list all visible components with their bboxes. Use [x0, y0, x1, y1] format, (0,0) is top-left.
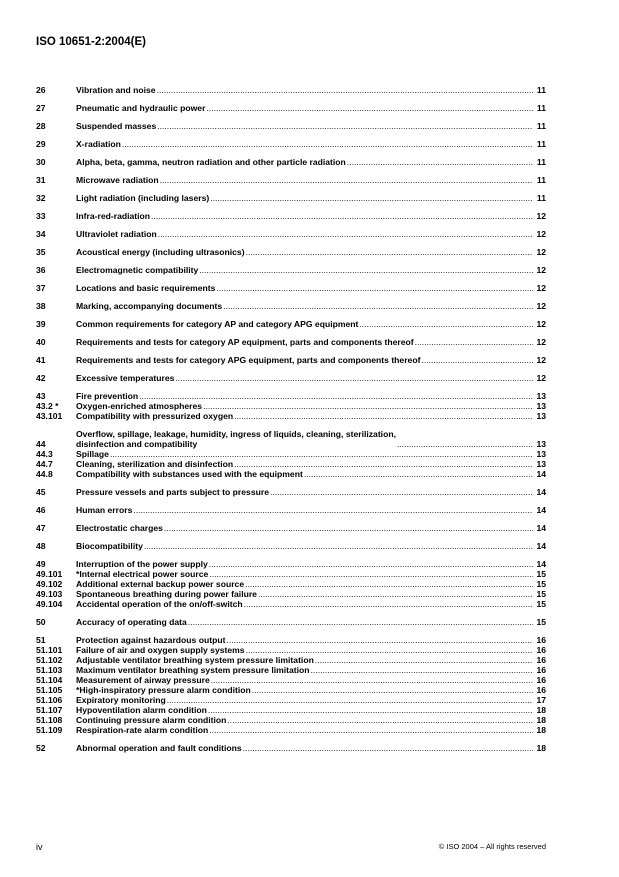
toc-entry-number: 27 [36, 103, 46, 113]
toc-entry[interactable] [36, 85, 546, 95]
dot-leader [175, 373, 533, 383]
toc-entry-number: 34 [36, 229, 46, 239]
toc-entry-page: 14 [536, 469, 546, 479]
toc-entry[interactable] [36, 401, 546, 411]
toc-entry-title: Excessive temperatures [76, 373, 175, 383]
toc-entry[interactable] [36, 743, 546, 753]
toc-entry-page: 12 [536, 373, 546, 383]
toc-entry[interactable] [36, 265, 546, 275]
dot-leader [133, 505, 533, 515]
toc-entry-title: Human errors [76, 505, 133, 515]
toc-entry[interactable] [36, 449, 546, 459]
dot-leader [211, 675, 533, 685]
toc-entry-page: 18 [536, 705, 546, 715]
toc-entry-title: *High-inspiratory pressure alarm condition [76, 685, 251, 695]
dot-leader [234, 459, 533, 469]
toc-entry-page: 12 [536, 229, 546, 239]
toc-entry-title: Compatibility with pressurized oxygen [76, 411, 234, 421]
dot-leader [157, 121, 533, 131]
toc-entry-page: 16 [536, 665, 546, 675]
toc-entry-number: 36 [36, 265, 46, 275]
toc-entry-page: 12 [536, 355, 546, 365]
dot-leader [160, 175, 533, 185]
dot-leader [347, 157, 533, 167]
toc-entry-number: 44.7 [36, 459, 53, 469]
dot-leader [110, 449, 533, 459]
toc-entry-number: 41 [36, 355, 46, 365]
dot-leader [252, 685, 533, 695]
toc-entry[interactable] [36, 665, 546, 675]
toc-entry-number: 33 [36, 211, 46, 221]
toc-entry[interactable] [36, 211, 546, 221]
dot-leader [210, 193, 533, 203]
toc-entry-number: 48 [36, 541, 46, 551]
dot-leader [139, 391, 533, 401]
toc-entry[interactable] [36, 715, 546, 725]
dot-leader [243, 743, 533, 753]
toc-entry-page: 13 [536, 449, 546, 459]
toc-entry-number: 51.103 [36, 665, 63, 675]
toc-entry-page: 13 [536, 391, 546, 401]
toc-entry-number: 51 [36, 635, 46, 645]
toc-entry-number: 32 [36, 193, 46, 203]
toc-entry[interactable] [36, 705, 546, 715]
toc-entry[interactable] [36, 589, 546, 599]
toc-entry[interactable] [36, 685, 546, 695]
toc-entry[interactable] [36, 469, 546, 479]
toc-entry-number: 51.107 [36, 705, 63, 715]
toc-entry-page: 18 [536, 725, 546, 735]
toc-entry-page: 16 [536, 685, 546, 695]
toc-entry[interactable] [36, 559, 546, 569]
toc-entry-number: 38 [36, 301, 46, 311]
page-number: iv [36, 842, 43, 852]
dot-leader [359, 319, 533, 329]
toc-entry[interactable] [36, 725, 546, 735]
toc-entry-title: Pneumatic and hydraulic power [76, 103, 206, 113]
toc-entry-page: 16 [536, 675, 546, 685]
dot-leader [216, 283, 533, 293]
toc-entry[interactable] [36, 523, 546, 533]
toc-entry-number: 51.105 [36, 685, 63, 695]
dot-leader [188, 617, 533, 627]
toc-entry-number: 26 [36, 85, 46, 95]
toc-entry-title: Continuing pressure alarm condition [76, 715, 227, 725]
dot-leader [203, 401, 533, 411]
copyright-notice: © ISO 2004 – All rights reserved [438, 842, 546, 851]
toc-entry-page: 14 [536, 487, 546, 497]
dot-leader [245, 579, 533, 589]
toc-entry-number: 50 [36, 617, 46, 627]
toc-entry-title: Light radiation (including lasers) [76, 193, 210, 203]
dot-leader [311, 665, 533, 675]
dot-leader [244, 599, 533, 609]
toc-entry-title: Alpha, beta, gamma, neutron radiation and other particle radiation [76, 157, 346, 167]
toc-entry-number: 43.101 [36, 411, 63, 421]
toc-entry[interactable] [36, 617, 546, 627]
toc-entry-number: 44 [36, 439, 46, 449]
toc-entry-page: 15 [536, 569, 546, 579]
toc-entry-number: 45 [36, 487, 46, 497]
toc-entry-title-continued: disinfection and compatibility [76, 439, 198, 449]
toc-entry-title: Vibration and noise [76, 85, 156, 95]
dot-leader [209, 725, 533, 735]
toc-entry[interactable] [36, 283, 546, 293]
toc-entry-number: 51.106 [36, 695, 63, 705]
toc-entry-title: Protection against hazardous output [76, 635, 226, 645]
toc-entry[interactable] [36, 319, 546, 329]
toc-entry[interactable] [36, 157, 546, 167]
toc-entry-title: Accidental operation of the on/off-switch [76, 599, 243, 609]
dot-leader [158, 229, 533, 239]
toc-entry-number: 30 [36, 157, 46, 167]
toc-entry[interactable] [36, 599, 546, 609]
toc-entry-page: 14 [536, 523, 546, 533]
toc-entry-title: *Internal electrical power source [76, 569, 209, 579]
toc-entry-page: 13 [536, 439, 546, 449]
toc-entry-page: 15 [536, 589, 546, 599]
toc-entry-title: Hypoventilation alarm condition [76, 705, 207, 715]
toc-entry-number: 49.102 [36, 579, 63, 589]
toc-entry-title: Respiration-rate alarm condition [76, 725, 209, 735]
toc-entry[interactable] [36, 337, 546, 347]
toc-entry[interactable] [36, 247, 546, 257]
toc-entry[interactable] [36, 635, 546, 645]
toc-entry-number: 43 [36, 391, 46, 401]
dot-leader [246, 247, 533, 257]
toc-entry-number: 51.104 [36, 675, 63, 685]
dot-leader [122, 139, 533, 149]
dot-leader [151, 211, 533, 221]
toc-entry-page: 15 [536, 599, 546, 609]
toc-entry-title: Accuracy of operating data [76, 617, 187, 627]
toc-entry-number: 47 [36, 523, 46, 533]
toc-entry[interactable] [36, 121, 546, 131]
toc-entry-page: 14 [536, 505, 546, 515]
toc-entry-number: 51.101 [36, 645, 63, 655]
toc-entry-title: Overflow, spillage, leakage, humidity, ingress of liquids, cleaning, sterilization, [76, 429, 396, 439]
toc-entry-title: Common requirements for category AP and category APG equipment [76, 319, 359, 329]
dot-leader [227, 715, 533, 725]
toc-entry-number: 51.109 [36, 725, 63, 735]
toc-entry-title: Compatibility with substances used with the equipment [76, 469, 303, 479]
dot-leader [246, 645, 533, 655]
toc-entry-title: Biocompatibility [76, 541, 143, 551]
toc-entry[interactable] [36, 175, 546, 185]
toc-entry[interactable] [36, 579, 546, 589]
toc-entry-number: 39 [36, 319, 46, 329]
toc-entry-page: 11 [536, 103, 546, 113]
toc-entry-page: 15 [536, 579, 546, 589]
toc-entry[interactable] [36, 193, 546, 203]
toc-entry-page: 11 [536, 175, 546, 185]
dot-leader [199, 265, 533, 275]
toc-entry-title: Ultraviolet radiation [76, 229, 157, 239]
document-id: ISO 10651-2:2004(E) [36, 36, 146, 48]
dot-leader [421, 355, 533, 365]
toc-entry-page: 16 [536, 635, 546, 645]
toc-entry-page: 12 [536, 337, 546, 347]
toc-entry-number: 28 [36, 121, 46, 131]
toc-entry-number: 44.8 [36, 469, 53, 479]
toc-entry-title: Marking, accompanying documents [76, 301, 223, 311]
toc-entry-title: Failure of air and oxygen supply systems [76, 645, 245, 655]
toc-entry-title: Pressure vessels and parts subject to pressure [76, 487, 269, 497]
toc-entry-page: 16 [536, 645, 546, 655]
toc-entry-title: Microwave radiation [76, 175, 159, 185]
toc-entry-page: 13 [536, 401, 546, 411]
toc-entry-number: 35 [36, 247, 46, 257]
toc-entry[interactable] [36, 355, 546, 365]
toc-entry-number: 49.104 [36, 599, 63, 609]
toc-entry-page: 18 [536, 715, 546, 725]
toc-entry-page: 12 [536, 247, 546, 257]
toc-entry[interactable] [36, 675, 546, 685]
toc-entry[interactable] [36, 391, 546, 401]
toc-entry[interactable] [36, 229, 546, 239]
toc-entry-page: 15 [536, 617, 546, 627]
toc-entry-title: Expiratory monitoring [76, 695, 166, 705]
toc-entry-title: Oxygen-enriched atmospheres [76, 401, 203, 411]
toc-entry-page: 14 [536, 559, 546, 569]
dot-leader [304, 469, 533, 479]
toc-entry-page: 13 [536, 411, 546, 421]
toc-entry-page: 11 [536, 121, 546, 131]
toc-entry-title: Measurement of airway pressure [76, 675, 210, 685]
toc-entry[interactable] [36, 459, 546, 469]
toc-entry-title: Interruption of the power supply [76, 559, 208, 569]
toc-entry-title: Maximum ventilator breathing system pressure limitation [76, 665, 310, 675]
toc-entry[interactable] [36, 411, 546, 421]
toc-entry-page: 11 [536, 85, 546, 95]
toc-entry-title: Spillage [76, 449, 109, 459]
toc-entry[interactable] [36, 655, 546, 665]
dot-leader [157, 85, 533, 95]
toc-entry[interactable] [36, 373, 546, 383]
toc-entry-title: Additional external backup power source [76, 579, 245, 589]
toc-entry-title: Locations and basic requirements [76, 283, 216, 293]
dot-leader [208, 705, 533, 715]
toc-entry-number: 46 [36, 505, 46, 515]
toc-entry-page: 16 [536, 655, 546, 665]
toc-entry-page: 12 [536, 283, 546, 293]
dot-leader [209, 569, 533, 579]
dot-leader [164, 523, 533, 533]
toc-entry[interactable] [36, 429, 546, 449]
toc-entry-number: 42 [36, 373, 46, 383]
toc-entry-page: 13 [536, 459, 546, 469]
toc-entry-title: Acoustical energy (including ultrasonics) [76, 247, 245, 257]
toc-entry-page: 11 [536, 193, 546, 203]
toc-entry-number: 49 [36, 559, 46, 569]
toc-entry[interactable] [36, 541, 546, 551]
toc-entry-number: 40 [36, 337, 46, 347]
toc-entry-title: Abnormal operation and fault conditions [76, 743, 242, 753]
dot-leader [226, 635, 533, 645]
toc-entry-number: 43.2 * [36, 401, 59, 411]
toc-entry-title: Adjustable ventilator breathing system pressure limitation [76, 655, 314, 665]
dot-leader [223, 301, 533, 311]
toc-entry-number: 51.108 [36, 715, 63, 725]
toc-entry-title: X-radiation [76, 139, 121, 149]
toc-entry-page: 11 [536, 139, 546, 149]
toc-entry-number: 31 [36, 175, 46, 185]
toc-entry[interactable] [36, 103, 546, 113]
toc-entry-title: Spontaneous breathing during power failure [76, 589, 257, 599]
toc-entry-number: 52 [36, 743, 46, 753]
toc-entry-page: 18 [536, 743, 546, 753]
dot-leader [415, 337, 533, 347]
toc-entry-title: Suspended masses [76, 121, 157, 131]
table-of-contents [36, 85, 546, 753]
toc-entry-number: 51.102 [36, 655, 63, 665]
toc-entry[interactable] [36, 301, 546, 311]
toc-entry-title: Electromagnetic compatibility [76, 265, 199, 275]
dot-leader [234, 411, 533, 421]
toc-entry-title: Fire prevention [76, 391, 139, 401]
toc-entry-page: 11 [536, 157, 546, 167]
dot-leader [206, 103, 533, 113]
toc-entry[interactable] [36, 487, 546, 497]
toc-entry-title: Requirements and tests for category AP equipment, parts and components thereof [76, 337, 414, 347]
toc-entry-page: 17 [536, 695, 546, 705]
toc-entry[interactable] [36, 645, 546, 655]
toc-entry[interactable] [36, 139, 546, 149]
toc-entry-title: Infra-red-radiation [76, 211, 151, 221]
dot-leader [209, 559, 533, 569]
toc-entry-number: 29 [36, 139, 46, 149]
toc-entry-title: Requirements and tests for category APG equipment, parts and components thereof [76, 355, 421, 365]
dot-leader [167, 695, 533, 705]
toc-entry-page: 12 [536, 301, 546, 311]
dot-leader [270, 487, 533, 497]
toc-entry-page: 12 [536, 319, 546, 329]
dot-leader [315, 655, 533, 665]
toc-entry[interactable] [36, 695, 546, 705]
dot-leader [397, 439, 533, 449]
toc-entry-page: 12 [536, 211, 546, 221]
toc-entry-page: 14 [536, 541, 546, 551]
toc-entry-number: 44.3 [36, 449, 53, 459]
toc-entry-number: 49.103 [36, 589, 63, 599]
toc-entry[interactable] [36, 569, 546, 579]
toc-entry-number: 49.101 [36, 569, 63, 579]
toc-entry-page: 12 [536, 265, 546, 275]
dot-leader [258, 589, 533, 599]
toc-entry-number: 37 [36, 283, 46, 293]
toc-entry[interactable] [36, 505, 546, 515]
toc-entry-title: Electrostatic charges [76, 523, 163, 533]
dot-leader [144, 541, 533, 551]
toc-entry-title: Cleaning, sterilization and disinfection [76, 459, 234, 469]
